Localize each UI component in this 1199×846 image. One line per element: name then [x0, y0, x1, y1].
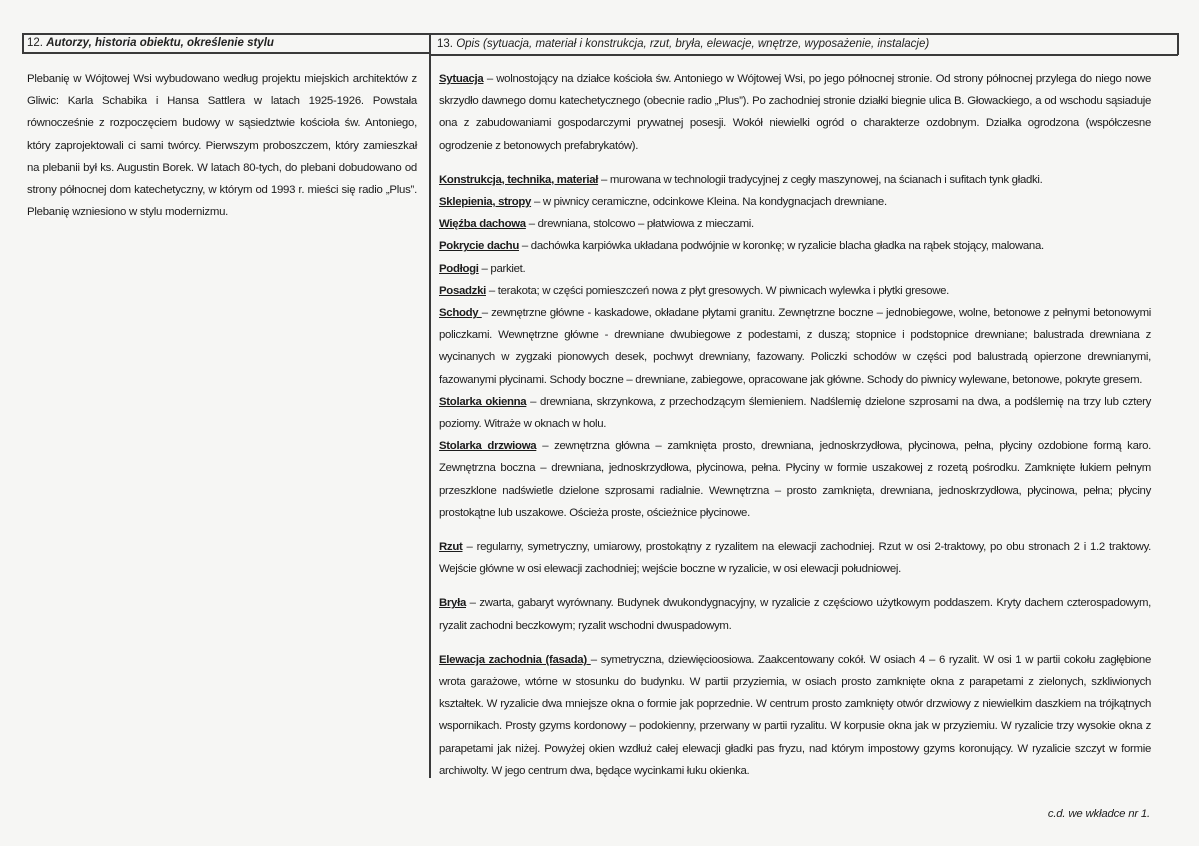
right-column-title [437, 38, 929, 50]
section-bryla: Bryła – zwarta, gabaryt wyrównany. Budynek dwukondygnacyjny, w ryzalicie z częściowo użytkowym poddaszem. Kryty dachem czterospadowym, ryzalit zachodni beczkowym; ryzalit wschodni dwuspadowym. [439, 597, 1151, 632]
right-edge-rule [1177, 33, 1179, 55]
right-column-number: 13. [437, 38, 453, 50]
section-sytuacja: Sytuacja – wolnostojący na działce kościoła św. Antoniego w Wójtowej Wsi, po jego północnej stronie. Od strony północnej przylega do niego nowe skrzydło dawnego domu katechetycznego (obecnie radio „Plus”). Po zachodniej stronie działki biegnie ulica B. Głowackiego, a od wschodu sąsiaduje ona z zabudowaniami gospodarczymi prywatnej posesji. Wokół niewielki ogród o charakterze ozdobnym. Działka ogrodzona (współczesne ogrodzenie z betonowych prefabrykatów). [439, 73, 1151, 152]
top-rule [22, 33, 1178, 35]
section-sklepienia: Sklepienia, stropy – w piwnicy ceramiczne, odcinkowe Kleina. Na kondygnacjach drewniane. [439, 196, 887, 209]
section-stolarka-okienna: Stolarka okienna – drewniana, skrzynkowa, z przechodzącym ślemieniem. Nadślemię dzielone szprosami na dwa, a podślemię na trzy lub cztery poziomy. Witraże w oknach w holu. [439, 395, 1152, 431]
section-rzut: Rzut – regularny, symetryczny, umiarowy, prostokątny z ryzalitem na elewacji zachodniej. Rzut w osi 2-traktowy, po obu stronach 2 i 1.2 traktowy. Wejście główne w osi elewacji zachodniej; wejście boczne w ryzalicie, w osi elewacji południowej. [439, 541, 1151, 576]
section-konstrukcja: Konstrukcja, technika, materiał – murowana w technologii tradycyjnej z cegły maszynowej, na ścianach i sufitach tynk gładki. [439, 173, 1043, 186]
section-elewacja-zachodnia: Elewacja zachodnia (fasada) – symetryczna, dziewięcioosiowa. Zaakcentowany cokół. W osiach 4 – 6 ryzalit. W osi 1 w partii cokołu zagłębione wrota garażowe, wtórne w stosunku do budynku. W partii przyziemia, w osiach prosto zamknięte okna z parapetami z zielonych, szkliwionych kształtek. W ryzalicie dwa mniejsze okna o formie jak poprzednie. W centrum prosto zamknięty otwór drzwiowy z niewielkim daszkiem na trójkątnych wspornikach. Prosty gzyms kordonowy – podokienny, przerwany w partii ryzalitu. W korpusie okna jak w przyziemiu. W ryzalicie trzy wysokie okna z parapetami jak niżej. Powyżej okien wzdłuż całej elewacji gładki pas fryzu, nad którym impostowy gzyms koronujący. W ryzalicie szczyt w formie archiwolty. W jego centrum dwa, będące wycinkami łuku okienka. [439, 653, 1151, 777]
section-pokrycie: Pokrycie dachu – dachówka karpiówka układana podwójnie w koronkę; w ryzalicie blacha gładka na rąbek stojący, malowana. [439, 240, 1044, 253]
history-text: Plebanię w Wójtowej Wsi wybudowano według projektu miejskich architektów z Gliwic: Karla Schabika i Hansa Sattlera w latach 1925-1926. Powstała równocześnie z rozpoczęciem budowy w sąsiedztwie kościoła św. Antoniego, który zaprojektowali ci sami twórcy. Pierwszym proboszczem, który zamieszkał na plebanii był ks. Augustin Borek. W latach 80-tych, do plebani dobudowano od strony północnej dom katechetyczny, w którym od 1993 r. mieści się radio „Plus”. Plebanię wzniesiono w stylu modernizmu. [27, 73, 417, 219]
left-column-heading: Autorzy, historia obiektu, określenie stylu [46, 37, 274, 49]
section-wiezba: Więźba dachowa – drewniana, stolcowo – płatwiowa z mieczami. [439, 218, 754, 231]
right-column-heading: Opis (sytuacja, materiał i konstrukcja, rzut, bryła, elewacje, wnętrze, wyposażenie, instalacje) [456, 38, 930, 50]
section-podlogi: Podłogi – parkiet. [439, 262, 526, 275]
left-edge-rule [22, 33, 24, 53]
header-rule-left [22, 52, 429, 54]
continuation-note: c.d. we wkładce nr 1. [1047, 808, 1150, 820]
section-posadzki: Posadzki – terakota; w części pomieszczeń nowa z płyt gresowych. W piwnicach wylewka i płytki gresowe. [439, 284, 950, 297]
left-column-title [27, 37, 274, 49]
left-column-number: 12. [27, 37, 43, 49]
column-divider [429, 33, 431, 778]
header-rule-right [429, 54, 1178, 56]
section-schody: Schody – zewnętrzne główne - kaskadowe, okładane płytami granitu. Zewnętrzne boczne – jednobiegowe, wolne, betonowe z pełnymi betonowymi policzkami. Wewnętrzne główne - drewniane dwubiegowe z podestami, z duszą; stopnice i podstopnice drewniane; balustrada drewniana z wycinanych w zygzaki pionowych desek, pochwyt drewniany, fazowany. Policzki schodów w części pod balustradą opierzone drewnianymi, fazowanymi płycinami. Schody boczne – drewniane, zabiegowe, opracowane jak główne. Schody do piwnicy wylewane, betonowe, pokryte gresem. [439, 307, 1151, 386]
section-stolarka-drzwiowa: Stolarka drzwiowa – zewnętrzna główna – zamknięta prosto, drewniana, jednoskrzydłowa, płycinowa, pełna, płyciny ozdobione formą karo. Zewnętrzna boczna – drewniana, jednoskrzydłowa, płycinowa, pełna. Płyciny w formie uszakowej z rozetą pośrodku. Zamknięte łukiem pełnym przeszklone nadświetle dzielone szprosami radialnie. Wewnętrzna – prosto zamknięta, drewniana, jednoskrzydłowa, płycinowa, pełna; płyciny prostokątne lub uszakowe. Ościeża proste, ościeżnice płycinowe. [439, 440, 1152, 519]
description-text [439, 68, 1151, 782]
